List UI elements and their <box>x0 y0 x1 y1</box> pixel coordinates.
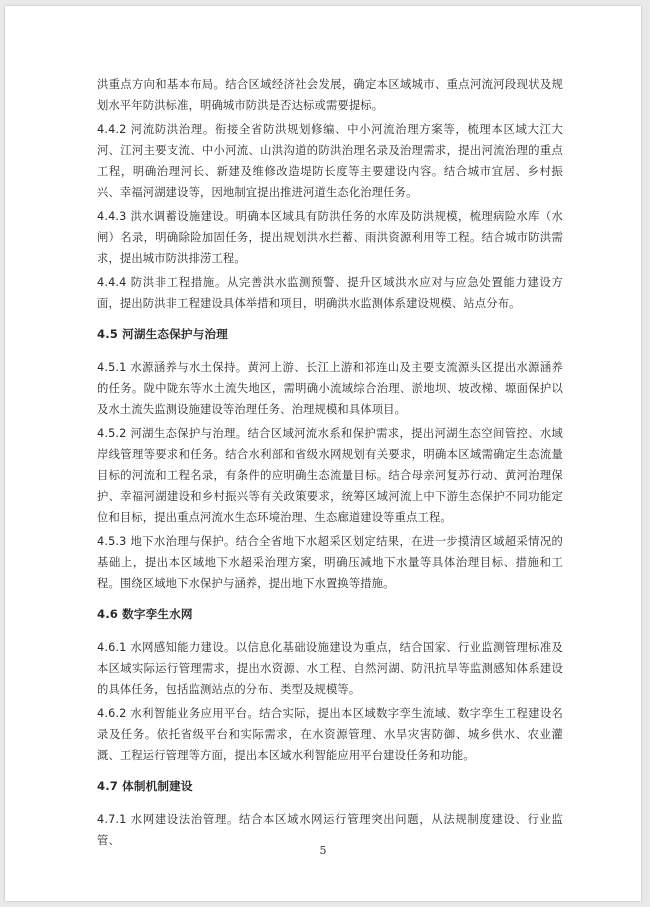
paragraph: 4.4.3 洪水调蓄设施建设。明确本区域具有防洪任务的水库及防洪规模，梳理病险水库（水闸）名录，明确除险加固任务，提出规划洪水拦蓄、雨洪资源利用等工程。结合城市防洪需求，提出城市防洪排涝工程。 <box>97 210 563 265</box>
paragraph: 4.6.2 水利智能业务应用平台。结合实际，提出本区域数字孪生流域、数字孪生工程建设名录及任务。依托省级平台和实际需求，在水资源管理、水旱灾害防御、城乡供水、农业灌溉、工程运行管理等方面，提出本区域水利智能应用平台建设任务和功能。 <box>97 707 563 762</box>
section-heading: 4.6 数字孪生水网 <box>97 607 193 621</box>
section-heading: 4.7 体制机制建设 <box>97 779 193 793</box>
paragraph: 4.6.1 水网感知能力建设。以信息化基础设施建设为重点，结合国家、行业监测管理标准及本区域实际运行管理需求，提出水资源、水工程、自然河湖、防汛抗旱等监测感知体系建设的具体任务，包括监测站点的分布、类型及规模等。 <box>97 641 563 696</box>
document-body <box>97 74 563 854</box>
paragraph: 洪重点方向和基本布局。结合区域经济社会发展，确定本区域城市、重点河流河段现状及规划水平年防洪标准，明确城市防洪是否达标或需要提标。 <box>97 78 563 112</box>
paragraph: 4.5.3 地下水治理与保护。结合全省地下水超采区划定结果，在进一步摸清区域超采情况的基础上，提出本区域地下水超采治理方案，明确压减地下水量等具体治理目标、措施和工程。围绕区域地下水保护与涵养，提出地下水置换等措施。 <box>97 535 563 590</box>
section-heading: 4.5 河湖生态保护与治理 <box>97 327 228 341</box>
paragraph: 4.7.1 水网建设法治管理。结合本区域水网运行管理突出问题，从法规制度建设、行业监管、 <box>97 813 563 847</box>
paragraph: 4.4.4 防洪非工程措施。从完善洪水监测预警、提升区域洪水应对与应急处置能力建设方面，提出防洪非工程建设具体举措和项目，明确洪水监测体系建设规模、站点分布。 <box>97 276 563 310</box>
paragraph: 4.5.2 河湖生态保护与治理。结合区域河流水系和保护需求，提出河湖生态空间管控、水域岸线管理等要求和任务。结合水利部和省级水网规划有关要求，明确本区域需确定生态流量目标的河流和工程名录，有条件的应明确生态流量目标。结合母亲河复苏行动、黄河治理保护、幸福河湖建设和乡村振兴等有关政策要求，统筹区域河流上中下游生态保护不同功能定位和目标，提出重点河流水生态环境治理、生态廊道建设等重点工程。 <box>97 427 563 524</box>
page-number: 5 <box>319 844 327 857</box>
document-page <box>5 6 641 901</box>
paragraph: 4.4.2 河流防洪治理。衔接全省防洪规划修编、中小河流治理方案等，梳理本区域大江大河、江河主要支流、中小河流、山洪沟道的防洪治理名录及治理需求，提出河流治理的重点工程，明确治理河长、新建及维修改造堤防长度等主要建设内容。结合城市宜居、乡村振兴、幸福河湖建设等，因地制宜提出推进河道生态化治理任务。 <box>97 123 563 199</box>
paragraph: 4.5.1 水源涵养与水土保持。黄河上游、长江上游和祁连山及主要支流源头区提出水源涵养的任务。陇中陇东等水土流失地区，需明确小流域综合治理、淤地坝、坡改梯、塬面保护以及水土流失监测设施建设等治理任务、治理规模和具体项目。 <box>97 361 563 416</box>
